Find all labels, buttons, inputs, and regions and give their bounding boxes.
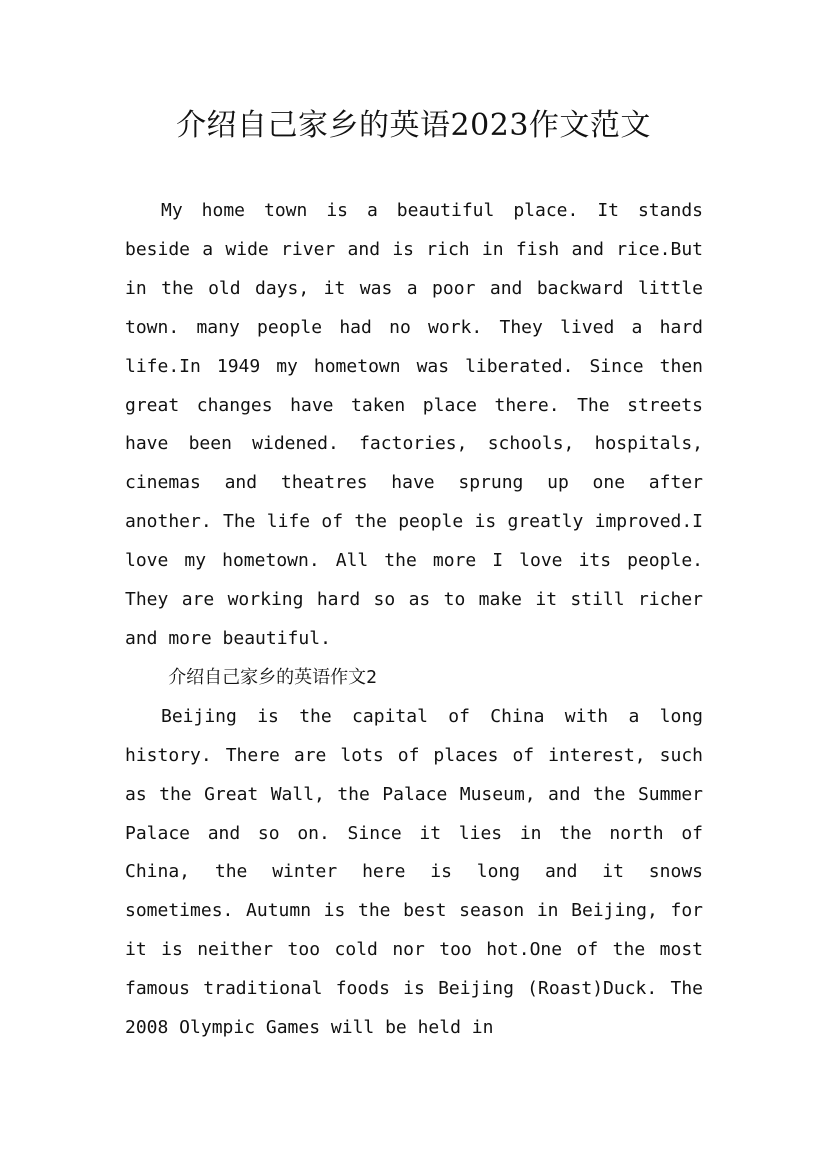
section-heading-2: 介绍自己家乡的英语作文2 (168, 666, 378, 688)
paragraph-1: My home town is a beautiful place. It stands beside a wide river and is rich in fish and rice.But in the old days, it was a poor and backward little town. many people had no work. They lived a hard life.In 1949 my hometown was liberated. Since then great changes have taken place there. The streets have been widened. factories, schools, hospitals, cinemas and theatres have sprung up one after another. The life of the people is greatly improved.I love my hometown. All the more I love its people. They are working hard so as to make it still richer and more beautiful. (125, 200, 703, 649)
document-title: 介绍自己家乡的英语2023作文范文 (176, 108, 651, 143)
document-body (125, 192, 703, 1048)
paragraph-2: Beijing is the capital of China with a long history. There are lots of places of interest, such as the Great Wall, the Palace Museum, and the Summer Palace and so on. Since it lies in the north of China, the winter here is long and it snows sometimes. Autumn is the best season in Beijing, for it is neither too cold nor too hot.One of the most famous traditional foods is Beijing (Roast)Duck. The 2008 Olympic Games will be held in (125, 705, 703, 1039)
